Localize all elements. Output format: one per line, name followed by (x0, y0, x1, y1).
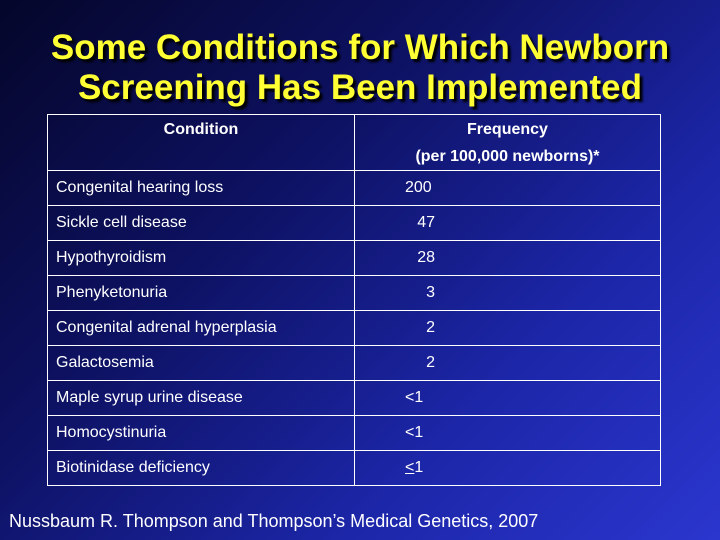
condition-cell: Phenyketonuria (48, 276, 355, 311)
frequency-cell (355, 381, 661, 416)
frequency-value: 200 (405, 179, 432, 196)
column-header-frequency-label: Frequency (467, 121, 548, 138)
table-row (48, 346, 661, 381)
frequency-value: 2 (426, 319, 435, 336)
slide-title (0, 28, 720, 108)
slide-title-line-1: Some Conditions for Which Newborn (50, 28, 670, 67)
source-citation: Nussbaum R. Thompson and Thompson’s Medical Genetics, 2007 (9, 511, 539, 531)
table-header-row (48, 115, 661, 171)
frequency-cell (355, 276, 661, 311)
frequency-cell (355, 416, 661, 451)
table-row (48, 381, 661, 416)
condition-cell: Sickle cell disease (48, 206, 355, 241)
frequency-cell (355, 206, 661, 241)
frequency-value: <1 (405, 389, 424, 406)
frequency-cell (355, 346, 661, 381)
column-header-frequency (355, 115, 661, 171)
frequency-value: 28 (417, 249, 435, 266)
condition-cell: Congenital adrenal hyperplasia (48, 311, 355, 346)
frequency-cell (355, 241, 661, 276)
frequency-value: 47 (417, 214, 435, 231)
condition-cell: Maple syrup urine disease (48, 381, 355, 416)
frequency-cell (355, 451, 661, 486)
condition-cell: Biotinidase deficiency (48, 451, 355, 486)
frequency-value: 2 (426, 354, 435, 371)
condition-cell: Hypothyroidism (48, 241, 355, 276)
frequency-cell (355, 171, 661, 206)
table-row (48, 206, 661, 241)
table-row (48, 241, 661, 276)
table-row (48, 276, 661, 311)
frequency-number: 1 (414, 459, 424, 476)
condition-cell: Homocystinuria (48, 416, 355, 451)
column-header-condition-label: Condition (163, 121, 239, 138)
table-row (48, 311, 661, 346)
less-than-or-equal-symbol: < (405, 459, 415, 476)
slide-title-line-2: Screening Has Been Implemented (77, 68, 643, 107)
frequency-value (405, 459, 435, 477)
conditions-table (47, 114, 661, 486)
table-row (48, 416, 661, 451)
frequency-cell (355, 311, 661, 346)
column-header-frequency-unit: (per 100,000 newborns)* (415, 148, 600, 165)
frequency-value: <1 (405, 424, 424, 441)
column-header-condition (48, 115, 355, 171)
condition-cell: Congenital hearing loss (48, 171, 355, 206)
frequency-value: 3 (426, 284, 435, 301)
table-row (48, 451, 661, 486)
condition-cell: Galactosemia (48, 346, 355, 381)
table-row (48, 171, 661, 206)
